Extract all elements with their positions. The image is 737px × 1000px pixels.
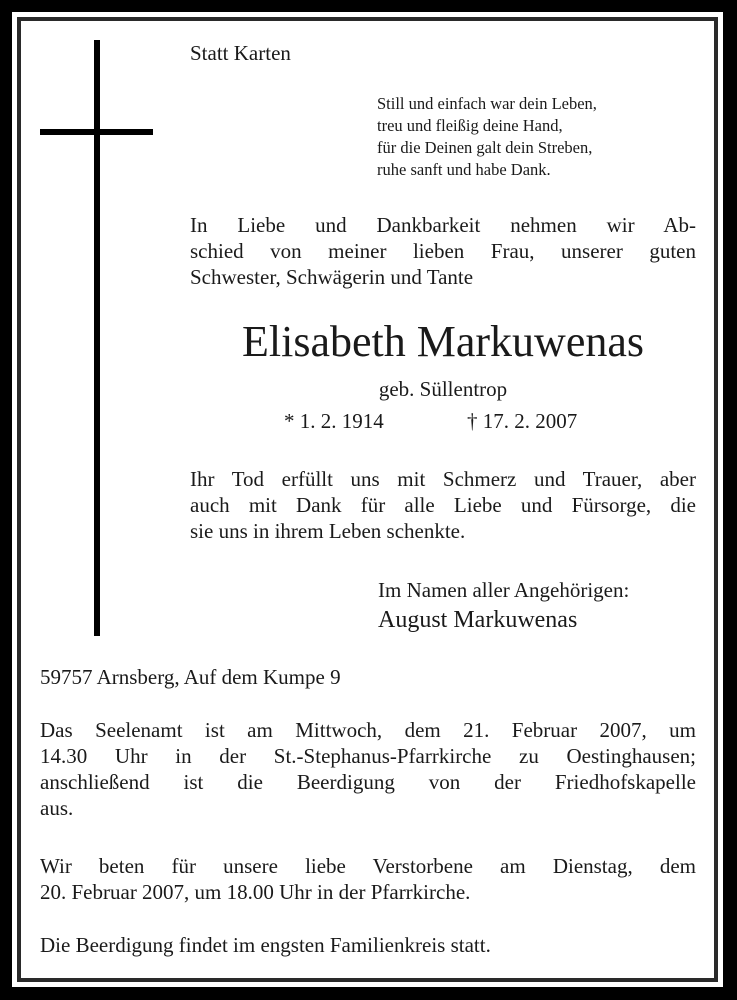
intro-paragraph [190,212,696,290]
poem-line: Still und einfach war dein Leben, [377,94,597,113]
closing-line: Die Beerdigung findet im engsten Familienkreis statt. [40,933,491,957]
intro-line: In Liebe und Dankbarkeit nehmen wir Ab- [190,213,696,237]
tribute-paragraph [190,466,696,544]
death-date: † 17. 2. 2007 [467,409,578,433]
address: 59757 Arnsberg, Auf dem Kumpe 9 [40,665,341,689]
poem [377,93,597,181]
tribute-line: auch mit Dank für alle Liebe und Fürsorge, die [190,493,696,517]
poem-line: treu und fleißig deine Hand, [377,116,563,135]
tribute-line: Ihr Tod erfüllt uns mit Schmerz und Trauer, aber [190,467,696,491]
birth-name: geb. Süllentrop [378,377,508,401]
prayer-paragraph [40,853,696,905]
service-line: 14.30 Uhr in der St.-Stephanus-Pfarrkirche zu Oestinghausen; [40,744,696,768]
header-statt-karten: Statt Karten [190,41,291,65]
intro-line: schied von meiner lieben Frau, unserer guten [190,239,696,263]
signature-intro: Im Namen aller Angehörigen: [378,578,630,602]
deceased-name: Elisabeth Markuwenas [242,317,644,366]
tribute-line: sie uns in ihrem Leben schenkte. [190,519,466,543]
intro-line: Schwester, Schwägerin und Tante [190,265,474,289]
prayer-line: 20. Februar 2007, um 18.00 Uhr in der Pfarrkirche. [40,880,471,904]
birth-date: * 1. 2. 1914 [284,409,384,433]
poem-line: ruhe sanft und habe Dank. [377,160,551,179]
service-paragraph [40,717,696,821]
cross-icon-horizontal [40,129,153,135]
poem-line: für die Deinen galt dein Streben, [377,138,593,157]
signature-name: August Markuwenas [378,607,578,633]
prayer-line: Wir beten für unsere liebe Verstorbene am Dienstag, dem [40,854,696,878]
service-line: anschließend ist die Beerdigung von der Friedhofskapelle [40,770,696,794]
service-line: aus. [40,796,74,820]
service-line: Das Seelenamt ist am Mittwoch, dem 21. Februar 2007, um [40,718,696,742]
